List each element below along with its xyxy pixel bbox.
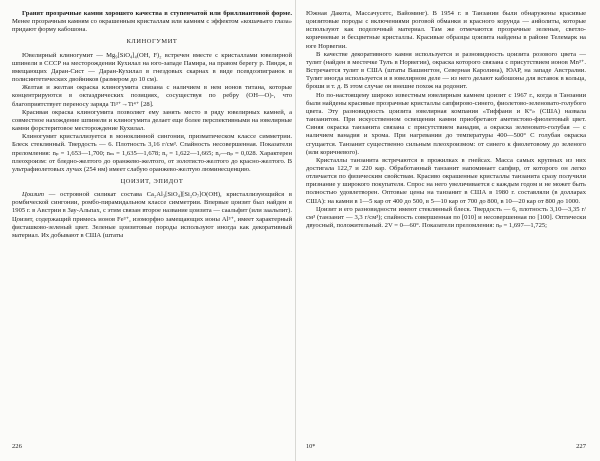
- klinogumit-properties-paragraph: Клиногумит кристаллизуется в моноклинной сингонии, призматическом классе симметрии. Блеск стеклянный. Твердость — 6. Плотность 3,16 г/см³. Спайность несовершенная. Показатели преломления: nₚ = 1,653—1,700; nₘ = 1,635—1,678; nᵧ = 1,622—1,665; nᵧ—nₚ = 0,028. Характерен плеохроизм: от бледно-желтого до оранжево-желтого, от золотисто-желтого до красно-желтого. В ультрафиолетовых лучах (254 нм) имеет слабую оранжево-желтую люминесценцию.: [12, 133, 292, 173]
- zoisite-text: — островной силикат состава Ca₂Al₃[SiO₄][Si₂O₇]O(OH), кристаллизующийся в ромбической сингонии, ромбо-пирамидальном классе симметрии. Впервые цоизит был найден в 1905 г. в Австрии в Зау-Альпах, с этим связан второе название цоизита — саальфит (или заальпит). Цоизит, содержащий примесь ионов Fe³⁺, изоморфно замещающих ионы Al³⁺, имеет характерный фисташково-зеленый цвет. Зеленые цоизитовые породы используют иногда как декоративный материал. Их добывают в США (штаты: [12, 191, 292, 239]
- book-gutter: [295, 0, 296, 461]
- signature-mark: 10*: [306, 443, 316, 450]
- intro-lead: Гранят прозрачные камни хорошего качества в ступенчатой или бриллиантовой форме.: [22, 10, 292, 17]
- page-number-right: 227: [576, 443, 586, 450]
- tanzanite-crystals-paragraph: Кристаллы танзанита встречаются в прожилках в гнейсах. Масса самых крупных из них достигала 122,7 и 220 кар. Обработанный танзанит напоминает сапфир, от которого он легко отличается по физическим свойствам. Красиво окрашенные кристаллы танзанита сразу получили признание у широкого покупателя. Спрос на него увеличивается с каждым годом и не может быть полностью удовлетворен. Оптовые цены на танзанит в США в 1980 г. составляли (в долларах США): на камни в 1—5 кар от 400 до 500, в 5—10 кар от 700 до 800, в 10—20 кар от 800 до 1000.: [306, 156, 586, 205]
- tanzanite-paragraph: Но по-настоящему широко известным ювелирным камнем цоизит с 1967 г., когда в Танзании были найдены красивые прозрачные кристаллы сапфирово-синего, фиолетово-зеленовато-голубого цвета. Эту разновидность цоизита ювелирная компания «Тиффани и К°» (США) назвала танзанитом. При искусственном освещении камни приобретают аметистово-фиолетовый цвет. Синяя окраска танзанита связана с присутствием ванадия, а окраска зеленовато-голубая — с наличием ванадия и хрома. При нагревании до температуры 400—500° С голубая окраска сгущается. Танзанит существенно сильным плеохроизмом: от синего к фиолетовому до зеленого (или коричневого).: [306, 91, 586, 156]
- klinogumit-text: — Mg₉[SiO₄]₄(OH, F)₂ встречен вместе с кристаллами ювелирной шпинели в СССР на месторождении Кухилал на юго-западе Памира, на правом берегу р. Пяндж, в вмещающих Даран-Сист — Даран-Кухилал в гнездовых скарнах в виде псевдоэпигранок в полисинтетических двойников (размером до 10 см).: [12, 51, 292, 84]
- page-number-left: 226: [12, 443, 22, 450]
- zoisite-title: Цоизит: [22, 191, 44, 199]
- intro-rest: Менее прозрачным камням со окрашенным кристаллам или камням с эффектом «кошачьего глаза» придают форму кабошона.: [12, 18, 292, 34]
- klinogumit-title: Ювелирный клиногумит: [22, 51, 93, 59]
- intro-paragraph: [12, 10, 292, 34]
- left-page: [12, 10, 292, 451]
- klinogumit-color-paragraph: Желтая и желтая окраска клиногумита связана с наличием в нем ионов титана, которые концентрируются в октаэдрических позициях, сосуществуя по ребру (OH—O)-, что благоприятствует переносу заряда Ti³⁺→Ti⁴⁺ [28].: [12, 84, 292, 108]
- zoisite-properties-paragraph: Цоизит и его разновидности имеют стеклянный блеск. Твердость — 6, плотность 3,10—3,35 г/см³ (танзанит — 3,3 г/см³); спайность совершенная по [010] и несовершенная по [100]. Оптически двуосный, положительный. 2V = 0—60°. Показатели преломления: nₚ = 1,697—1,725;: [306, 205, 586, 230]
- zoisite-paragraph: [12, 191, 292, 240]
- zoisite-continued-paragraph: Южная Дакота, Массачусетс, Вайоминг). В 1954 г. в Танзании были обнаружены красивые цоизитовые породы с включениями роговой обманки и красного корунда — анйолиты, которые используют как поделочный материал. Там же отмечаются прозрачные зеленые, светло-коричневые и бесцветные кристаллы. Красивые образцы цоизита найдены в районе Телемарк на юге Норвегии.: [306, 10, 586, 50]
- thulite-paragraph: В качестве декоративного камня используется и разновидность цоизита розового цвета — тулит (найден в местечке Тулъ в Норвегии), окраска которого связана с присутствием ионов Mn³⁺. Встречается тулит в США (штаты Вашингтон, Северная Каролина), ЮАР, на западе Австралии. Тулит иногда используется и в ювелирном деле — из него делают кабошоны для вставок в кольца, броши и т. д. В этом случае он внешне похож на родонит.: [306, 50, 586, 91]
- section-heading-zoisite: ЦОИЗИТ, ЭПИДОТ: [120, 177, 184, 185]
- klinogumit-beauty-paragraph: Красивая окраска клиногумита позволяет ему занять место в ряду ювелирных камней, а совместное нахождение шпинели и клиногумита делает еще более перспективными на ювелирные камни форстеритовое месторождение Кухилал.: [12, 108, 292, 133]
- klinogumit-paragraph: [12, 52, 292, 85]
- section-heading-klinogumit: КЛИНОГУМИТ: [126, 38, 178, 46]
- right-page: [306, 10, 586, 451]
